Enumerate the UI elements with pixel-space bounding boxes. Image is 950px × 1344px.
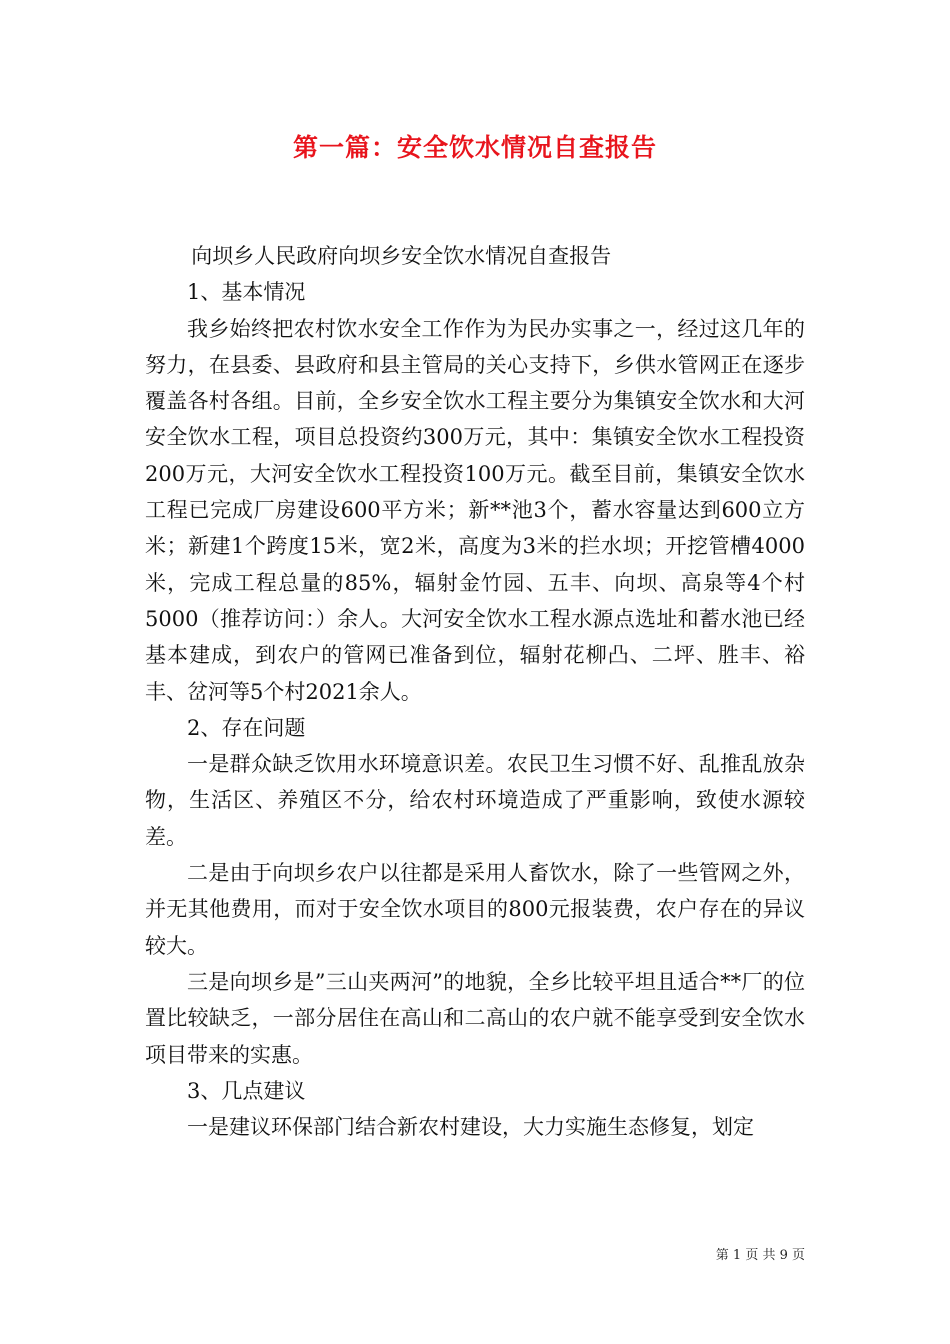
document-body bbox=[145, 238, 805, 1145]
document-title: 第一篇：安全饮水情况自查报告 bbox=[292, 133, 657, 162]
section-heading-basic: 1、基本情况 bbox=[187, 280, 306, 305]
section-heading-problems: 2、存在问题 bbox=[187, 715, 306, 740]
page-number: 第 1 页 共 9 页 bbox=[715, 1248, 805, 1263]
report-heading: 向坝乡人民政府向坝乡安全饮水情况自查报告 bbox=[191, 244, 612, 268]
paragraph-suggestion-1: 一是建议环保部门结合新农村建设，大力实施生态修复，划定 bbox=[187, 1115, 754, 1140]
section-heading-suggestions: 3、几点建议 bbox=[187, 1078, 306, 1103]
paragraph-problem-3: 三是向坝乡是”三山夹两河”的地貌，全乡比较平坦且适合**厂的位置比较缺乏，一部分居住在高山和二高山的农户就不能享受到安全饮水项目带来的实惠。 bbox=[145, 969, 805, 1067]
paragraph-problem-2: 二是由于向坝乡农户以往都是采用人畜饮水，除了一些管网之外，并无其他费用，而对于安全饮水项目的800元报装费，农户存在的异议较大。 bbox=[145, 861, 805, 958]
paragraph-basic-situation: 我乡始终把农村饮水安全工作作为为民办实事之一，经过这几年的努力，在县委、县政府和县主管局的关心支持下，乡供水管网正在逐步覆盖各村各组。目前，全乡安全饮水工程主要分为集镇安全饮水和大河安全饮水工程，项目总投资约300万元，其中：集镇安全饮水工程投资200万元，大河安全饮水工程投资100万元。截至目前，集镇安全饮水工程已完成厂房建设600平方米；新**池3个，蓄水容量达到600立方米；新建1个跨度15米，宽2米，高度为3米的拦水坝；开挖管槽4000米，完成工程总量的85%，辐射金竹园、五丰、向坝、高泉等4个村5000（推荐访问：）余人。大河安全饮水工程水源点选址和蓄水池已经基本建成，到农户的管网已准备到位，辐射花柳凸、二坪、胜丰、裕丰、岔河等5个村2021余人。 bbox=[145, 316, 805, 704]
paragraph-problem-1: 一是群众缺乏饮用水环境意识差。农民卫生习惯不好、乱推乱放杂物，生活区、养殖区不分，给农村环境造成了严重影响，致使水源较差。 bbox=[145, 752, 805, 849]
